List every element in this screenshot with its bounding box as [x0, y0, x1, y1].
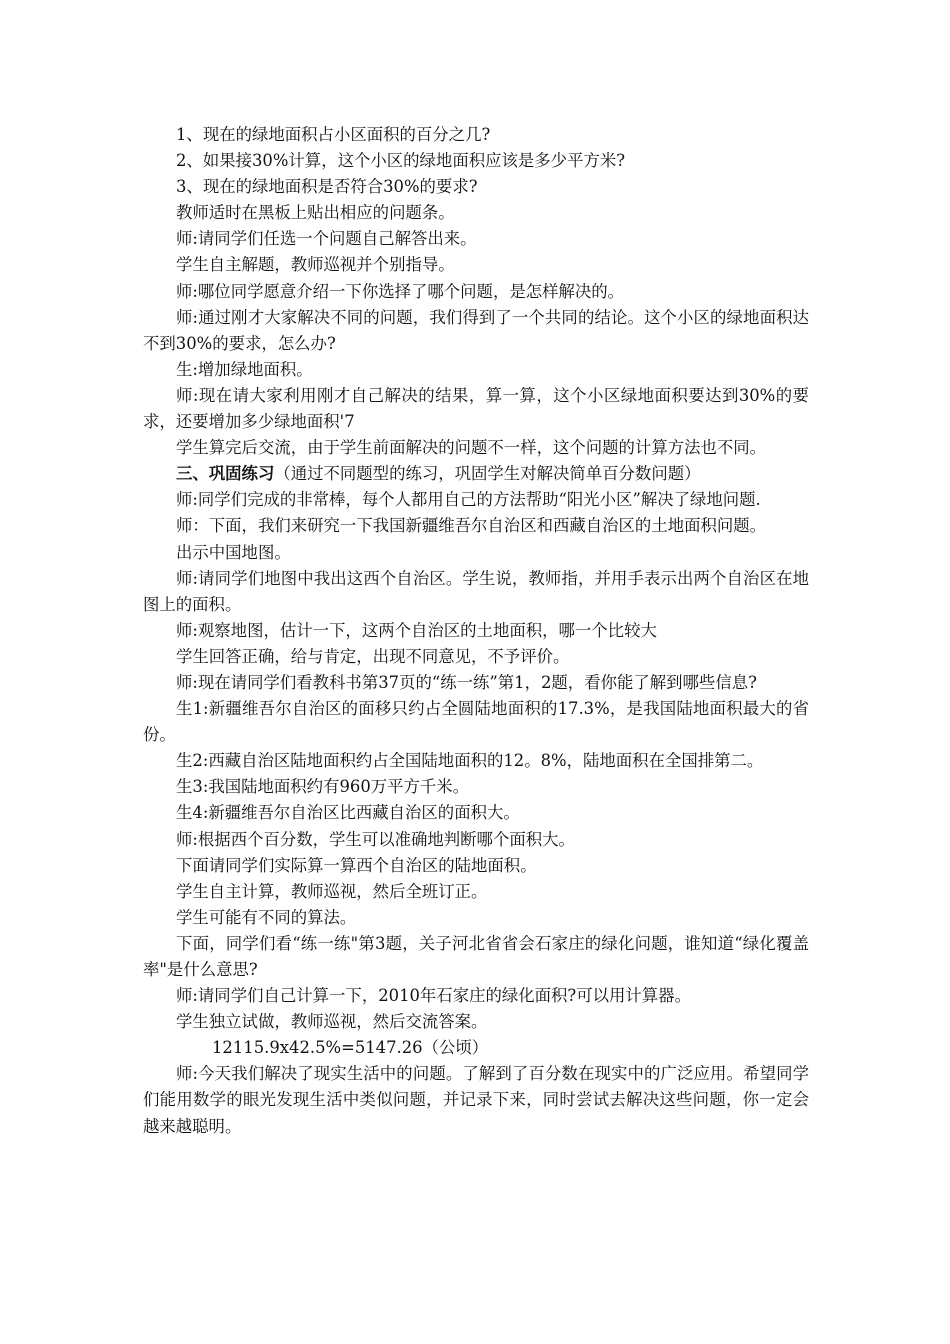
paragraph: 学生算完后交流，由于学生前面解决的问题不一样，这个问题的计算方法也不同。 [176, 438, 767, 458]
paragraph: 师:哪位同学愿意介绍一下你选择了哪个问题，是怎样解决的。 [176, 281, 625, 301]
paragraph: 出示中国地图。 [176, 542, 291, 562]
paragraph: 师:现在请同学们看教科书第37页的“练一练”第1，2题，看你能了解到哪些信息? [176, 672, 757, 692]
paragraph: 学生自主计算，教师巡视，然后全班订正。 [176, 881, 488, 901]
paragraph: 生3:我国陆地面积约有960万平方千米。 [176, 777, 470, 797]
closing-paragraph: 师:今天我们解决了现实生活中的问题。了解到了百分数在现实中的广泛应用。希望同学们能用数学的眼光发现生活中类似问题，并记录下来，同时尝试去解决这些问题，你一定会越来越聪明。 [143, 1064, 809, 1136]
paragraph: 师:请同学们地图中我出这西个自治区。学生说，教师指，并用手表示出两个自治区在地图上的面积。 [143, 568, 809, 614]
paragraph: 教师适时在黑板上贴出相应的问题条。 [176, 203, 455, 223]
document-body [143, 122, 809, 1140]
paragraph: 下面请同学们实际算一算西个自治区的陆地面积。 [176, 855, 537, 875]
paragraph: 生4:新疆维吾尔自治区比西藏自治区的面积大。 [176, 803, 520, 823]
section-title: 三、巩固练习 [176, 464, 275, 484]
paragraph: 师:根据西个百分数，学生可以准确地判断哪个面积大。 [176, 829, 575, 849]
section-heading [143, 461, 809, 487]
paragraph: 学生独立试做，教师巡视，然后交流答案。 [176, 1012, 488, 1032]
paragraph: 学生自主解题，教师巡视并个别指导。 [176, 255, 455, 275]
question-3: 3、现在的绿地面积是否符合30%的要求? [176, 177, 478, 197]
section-note: （通过不同题型的练习，巩固学生对解决简单百分数问题） [274, 464, 701, 484]
paragraph: 师：下面，我们来研究一下我国新疆维吾尔自治区和西藏自治区的土地面积问题。 [176, 516, 767, 536]
paragraph: 师:现在请大家利用刚才自己解决的结果，算一算，这个小区绿地面积要达到30%的要求，还要增加多少绿地面积'7 [143, 385, 809, 432]
paragraph: 师:请同学们自己计算一下，2010年石家庄的绿化面积?可以用计算器。 [176, 986, 691, 1006]
paragraph: 学生回答正确，给与肯定，出现不同意见，不予评价。 [176, 646, 570, 666]
question-1: 1、现在的绿地面积占小区面积的百分之几? [176, 125, 491, 144]
paragraph: 学生可能有不同的算法。 [176, 907, 357, 927]
paragraph: 师:请同学们任选一个问题自己解答出来。 [176, 229, 477, 249]
question-2: 2、如果接30%计算，这个小区的绿地面积应该是多少平方米? [176, 151, 626, 171]
paragraph: 生:增加绿地面积。 [176, 359, 313, 379]
paragraph: 生2:西藏自治区陆地面积约占全国陆地面积的12。8%，陆地面积在全国排第二。 [176, 751, 764, 771]
paragraph: 师:同学们完成的非常棒，每个人都用自己的方法帮助“阳光小区”解决了绿地问题. [176, 490, 761, 510]
paragraph: 师:观察地图，估计一下，这两个自治区的土地面积，哪一个比较大 [176, 620, 657, 640]
formula-line: 12115.9x42.5%=5147.26（公顷） [212, 1038, 489, 1058]
paragraph: 生1:新疆维吾尔自治区的面移只约占全圆陆地面积的17.3%，是我国陆地面积最大的省份。 [143, 699, 809, 745]
paragraph: 师:通过刚才大家解决不同的问题，我们得到了一个共同的结论。这个小区的绿地面积达不到30%的要求，怎么办? [143, 307, 809, 353]
paragraph: 下面，同学们看“练一练"第3题，关子河北省省会石家庄的绿化问题，谁知道“绿化覆盖率"是什么意思? [143, 933, 809, 979]
